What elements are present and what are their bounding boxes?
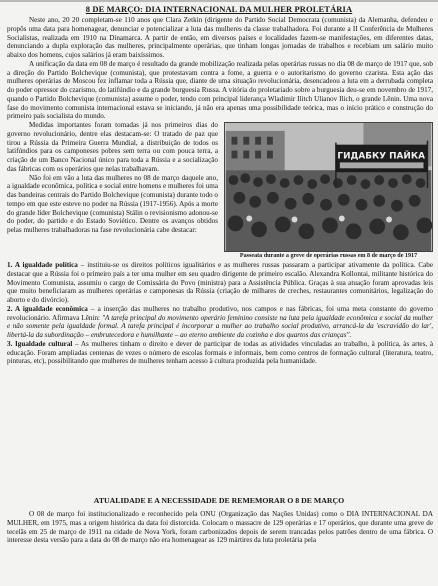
item-label: 3. Igualdade cultural [7, 339, 73, 348]
item-label: 2. A igualdade econômica [7, 304, 88, 313]
top-border [0, 0, 438, 2]
paragraph-1: Neste ano, 20 20 completam-se 110 anos que Clara Zetkin (dirigente do Partido Social Democrata (comunista) da Alemanha, defendeu e propôs uma data para homenagear, denunciar e potencializar a luta das mulheres da classe trabalhadora. Foi durante a II Conferência de Mulheres Socialistas, realizada em 1910 na Dinamarca. A partir de então, em diversos países e localidades fazem-se manifestações, em diferentes datas, denunciando a dupla exploração das mulheres, principalmente operárias, que tinham longas jornadas de trabalhos e recebiam um salário muito abaixo dos homens, cujos salários já eram baixíssimos. [7, 16, 433, 59]
item-cultural [7, 340, 433, 366]
paragraph-4: Não foi em vão a luta das mulheres no 08 de março daquele ano, a igualdade econômica, política e social entre homens e mulheres foi uma das bandeiras centrais do Partido Bolchevique (comunista) durante todo o tempo em que este esteve no poder na Rússia (1917-1956). Após a morte do grande líder Bolchevique (comunista) Stálin o revisionismo adonou-se do poder, do partido e do Estado Soviético. Dentre os avanços obtidos pelas mulheres trabalhadoras na fase revolucionária cabe destacar: [7, 173, 218, 234]
page-title: 8 DE MARÇO: DIA INTERNACIONAL DA MULHER PROLETÁRIA [85, 4, 353, 14]
item-text: – instituiu-se os direitos políticos igualitários e as mulheres russas passaram a participar ativamente da política. Cabe destacar que a Rússia foi o primeiro país a ter uma mulher em seu quadro dirigente de primeiro escalão. Alexandra Kollontai, militante histórica do Movimento Comunista, assumiu o cargo de Comissária do Povo (ministra) para a Assistência Pública. Graças à sua atuação foram aprovadas leis que muito beneficiaram as mulheres operárias e camponesas da Rússia (criação de milhares de creches, restaurantes comunitários, legalização do aborto e do divórcio). [7, 261, 434, 304]
lenin-quote: "A tarefa principal do movimento operário feminino consiste na luta pela igualdade econômica e social da mulher e não somente pela igualdade formal. A tarefa principal é incorporar a mulher ao trabalho social produtivo, arrancá-la da 'escravidão do lar', libertá-la da subordinação – embrutecedora e humilhante – ao eterno ambiente da cozinha e dos quartos das crianças". [7, 313, 433, 339]
item-text: – a inserção das mulheres no trabalho produtivo, nos campos e nas fábricas, foi uma meta constante do governo revolucionário. Afirmava Lênin: [7, 304, 434, 322]
photo-caption: Passeata durante a greve de operárias russas em 8 de março de 1917 [239, 253, 418, 259]
protest-photo [224, 122, 433, 252]
item-text: – As mulheres tinham o direito e dever de participar de todas as atividades vinculadas ao trabalho, à política, às artes, à educação. Foram ampliadas centenas de vezes o número de escolas formais e informais, bem como centros de formação cultural (literatura, teatro, pinturas, etc), possibilitando que mulheres de mulheres tenham acesso à cultura produzida pela humanidade. [7, 339, 433, 366]
section-body [7, 510, 433, 545]
section-subtitle: ATUALIDADE E A NECESSIDADE DE REMEMORAR O 8 DE MARÇO [93, 496, 345, 505]
item-label: 1. A igualdade política [7, 261, 78, 269]
article-body [7, 16, 433, 366]
paragraph-3: Medidas importantes foram tomadas já nos primeiros dias do governo revolucionário, dentre elas destacam-se: O tratado de paz que tirou a Rússia da Primeira Guerra Mundial, a distribuição de todos os latifúndios para os camponeses pobres sem terra ou com pouca terra, a criação de um Banco Nacional único para toda a Rússia e a socialização das fábricas com os operários que nelas trabalhavam. [7, 121, 218, 173]
banner-text: ГИДАБКУ ПАЙКА [337, 151, 425, 162]
item-economic [7, 305, 433, 340]
photo-figure [224, 122, 433, 260]
paragraph-2: A unificação da data em 08 de março é resultado da grande mobilização realizada pelas operárias russas no dia 08 de março de 1917 que, sob a direção do Partido Bolchevique (comunista), que protestavam contra a fome, a guerra e o autoritarismo do governo czarista. Esta ação das mulheres operárias de Moscou fez inflamar toda a Rússia que, diante de uma situação revolucionária, desencadeou a luta em a derrubada completa do poder opressor do czarismo, do latifúndio e da grande burguesia Russa. A vitória do proletariado sobre a burguesia deu-se em novembro de 1917, quando o Partido Bolchevique (comunista) assume o poder, tendo com principal liderança Wladimir Ilitch Ulianov Ilich, o grande Lênin. Uma nova fase do movimento comunista internacional estava se iniciando, já não era apenas uma possibilidade teórica, mas o início prático e construção do primeiro país socialista do mundo. [7, 59, 433, 121]
paragraph-5: O 08 de março foi institucionalizado e reconhecido pela ONU (Organização das Nações Unidas) como o DIA INTERNACIONAL DA MULHER, em 1975, mas a origem histórica da data foi distorcida. Colocam o massacre de 129 operárias e 17 operários, que durante uma greve de tecelãs em 25 de março de 1911 na cidade de Nova York, foram carbonizados depois de serem trancadas pelos patrões dentro de uma fábrica. O interesse desta versão para a data do 08 de março não era homenagear as 129 mártires da luta proletária pela [7, 510, 433, 545]
figure-wrap [7, 121, 433, 261]
item-political [7, 261, 433, 305]
